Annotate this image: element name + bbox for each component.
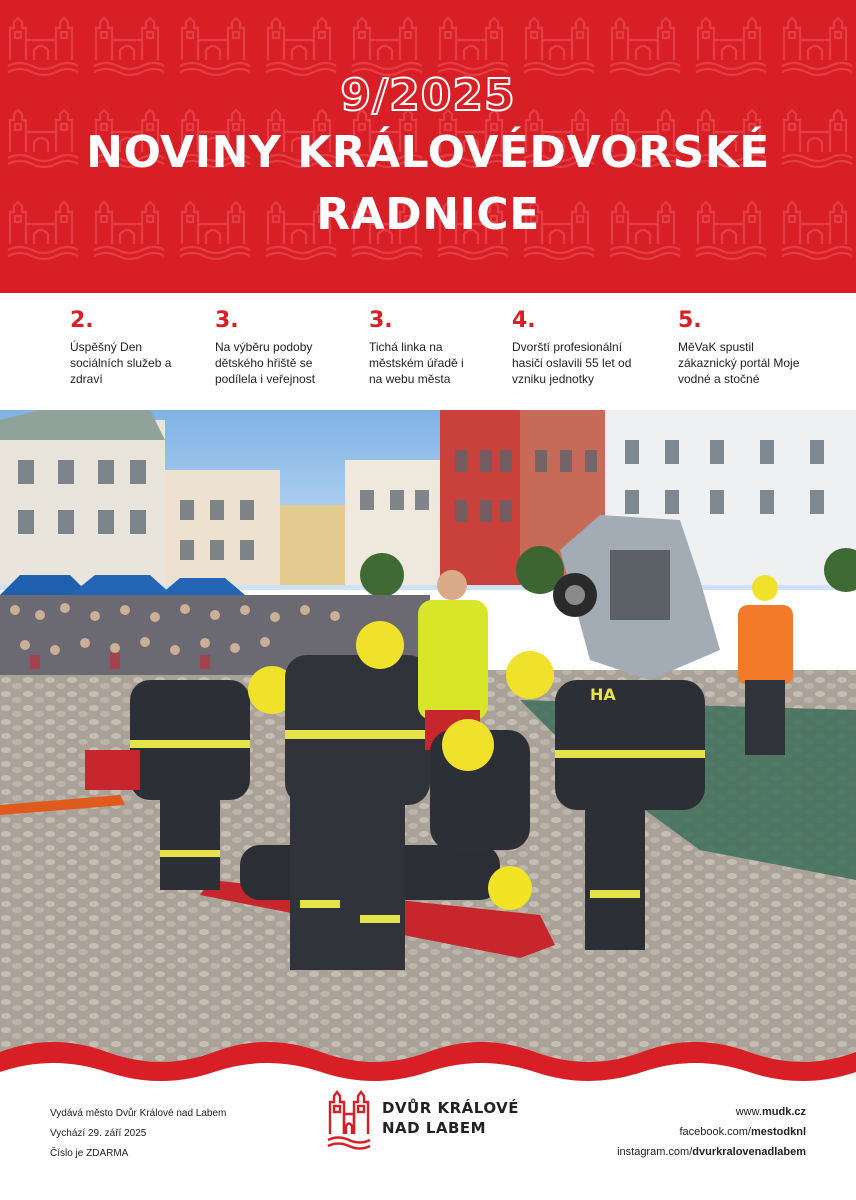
toc-page-number: 3. <box>369 308 393 333</box>
footer <box>0 1070 856 1200</box>
firefighters-rescue-scene <box>0 410 856 1070</box>
toc-item[interactable] <box>512 308 652 387</box>
toc-headline: Dvorští profesionální hasiči oslavili 55 let od vzniku jednotky <box>512 340 632 386</box>
firefighter <box>430 719 530 850</box>
toc-headline: Tichá linka na městském úřadě i na webu města <box>369 340 464 386</box>
link-prefix: www. <box>735 1106 762 1118</box>
cover-photo <box>0 410 856 1070</box>
link-prefix: facebook.com/ <box>679 1126 751 1138</box>
toc-page-number: 3. <box>215 308 239 333</box>
publish-date: Vychází 29. září 2025 <box>50 1128 147 1139</box>
toc-headline: Úspěšný Den sociálních služeb a zdraví <box>70 340 172 386</box>
issue-number: 9/2025 <box>340 70 516 121</box>
firefighter <box>738 575 793 755</box>
toc-headline: Na výběru podoby dětského hřiště se podílela i veřejnost <box>215 340 316 386</box>
toc-item[interactable] <box>215 308 355 387</box>
toc-item[interactable] <box>369 308 509 387</box>
table-of-contents <box>0 300 856 405</box>
website-link[interactable] <box>617 1102 806 1122</box>
toc-page-number: 5. <box>678 308 702 333</box>
masthead-banner <box>0 0 856 293</box>
toc-page-number: 2. <box>70 308 94 333</box>
logo-wordmark <box>382 1098 519 1138</box>
helmet-label: HA <box>590 685 616 704</box>
town-logo <box>326 1088 546 1154</box>
logo-line-1: DVŮR KRÁLOVÉ <box>382 1099 520 1117</box>
logo-line-2: NAD LABEM <box>382 1119 487 1137</box>
link-prefix: instagram.com/ <box>617 1146 693 1158</box>
toc-item[interactable] <box>70 308 210 387</box>
title-line-1: NOVINY KRÁLOVÉDVORSKÉ <box>86 127 770 178</box>
castle-logo-icon <box>326 1088 372 1152</box>
publisher-text: Vydává město Dvůr Králové nad Labem <box>50 1108 227 1119</box>
publication-info <box>50 1104 226 1164</box>
price-note: Číslo je ZDARMA <box>50 1148 129 1159</box>
contact-links <box>617 1102 806 1162</box>
toc-item[interactable] <box>678 308 818 387</box>
link-bold: mudk.cz <box>761 1106 806 1118</box>
instagram-link[interactable] <box>617 1142 806 1162</box>
newspaper-title <box>0 122 856 246</box>
facebook-link[interactable] <box>617 1122 806 1142</box>
link-bold: mestodknl <box>750 1126 806 1138</box>
link-bold: dvurkralovenadlabem <box>692 1146 806 1158</box>
toc-headline: MěVaK spustil zákaznický portál Moje vodné a stočné <box>678 340 800 386</box>
toc-page-number: 4. <box>512 308 536 333</box>
title-line-2: RADNICE <box>316 189 540 240</box>
